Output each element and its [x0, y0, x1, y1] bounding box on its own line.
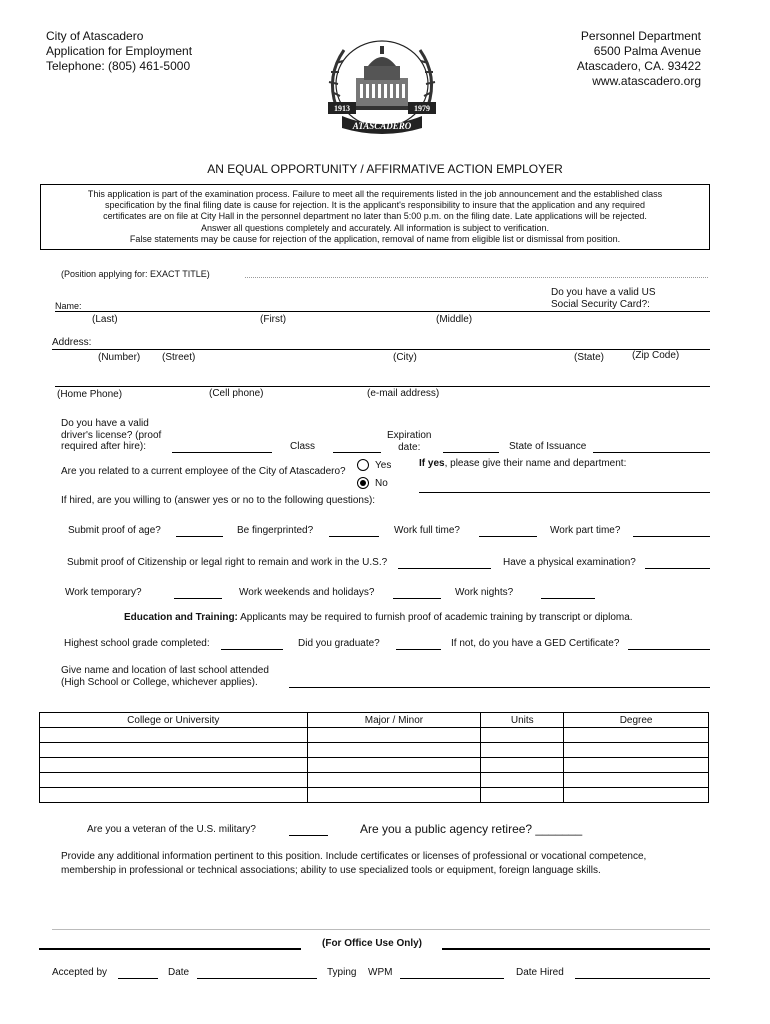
education-table-header: [40, 713, 709, 728]
table-cell[interactable]: [40, 758, 308, 773]
office-date-line[interactable]: [197, 978, 317, 979]
expiration-label-line: date:: [398, 441, 421, 453]
table-cell[interactable]: [564, 743, 709, 758]
license-state-label: State of Issuance: [509, 441, 587, 452]
header-telephone: Telephone: (805) 461-5000: [46, 59, 191, 73]
notice-line: specification by the final filing date is cause for rejection. It is the applicant's responsibility to insure that the application and any required: [104, 200, 646, 211]
last-school-label-line: (High School or College, whichever applies).: [61, 677, 258, 688]
ged-line[interactable]: [628, 649, 710, 650]
address-street-label: (Street): [162, 352, 196, 363]
address-city-label: (City): [393, 352, 417, 363]
address-input-line[interactable]: [52, 349, 710, 350]
full-time-label: Work full time?: [394, 525, 460, 536]
table-cell[interactable]: [481, 758, 564, 773]
license-expiration-line[interactable]: [443, 452, 499, 453]
table-row: [40, 728, 709, 743]
willing-intro: If hired, are you willing to (answer yes or no to the following questions):: [61, 495, 376, 506]
notice-line: This application is part of the examination process. Failure to meet all the requirements listed in the job announcement and the established class: [87, 189, 663, 199]
notice-line: False statements may be cause for rejection of the application, removal of name from eligible list or dismissal from position.: [129, 233, 621, 244]
license-expiration-label: [387, 430, 431, 453]
related-if-yes-text: [419, 458, 626, 469]
table-row: [40, 758, 709, 773]
graduate-line[interactable]: [396, 649, 441, 650]
weekends-label: Work weekends and holidays?: [239, 587, 375, 598]
related-if-yes-rest: , please give their name and department:: [444, 458, 627, 469]
address-label: Address:: [52, 337, 92, 348]
fingerprinted-line[interactable]: [329, 536, 379, 537]
home-phone-label: (Home Phone): [57, 389, 123, 400]
highest-grade-line[interactable]: [221, 649, 283, 650]
name-middle-label: (Middle): [436, 314, 473, 325]
phone-input-line[interactable]: [55, 386, 710, 387]
col-degree: Degree: [564, 713, 709, 728]
license-question: [61, 418, 161, 453]
typing-label: Typing: [327, 967, 357, 978]
full-time-line[interactable]: [479, 536, 537, 537]
veteran-label: Are you a veteran of the U.S. military?: [87, 824, 256, 835]
header-website: www.atascadero.org: [592, 74, 701, 88]
accepted-by-line[interactable]: [118, 978, 158, 979]
related-yes-label: Yes: [375, 460, 392, 471]
related-no-radio[interactable]: [357, 477, 369, 489]
retiree-label: Are you a public agency retiree? _______: [360, 822, 583, 836]
last-school-line[interactable]: [289, 687, 710, 688]
physical-exam-line[interactable]: [645, 568, 710, 569]
ssn-question-line: Social Security Card?:: [551, 299, 650, 310]
seal-year-right: 1979: [414, 104, 430, 113]
table-cell[interactable]: [40, 773, 308, 788]
table-cell[interactable]: [564, 728, 709, 743]
additional-info-text: [61, 850, 646, 877]
additional-info-line: Provide any additional information pertinent to this position. Include certificates or licenses of professional or vocational competence,: [61, 851, 647, 862]
date-hired-label: Date Hired: [516, 967, 564, 978]
education-table: [39, 712, 709, 803]
last-school-label: [61, 665, 269, 689]
related-no-label: No: [375, 478, 388, 489]
table-cell[interactable]: [40, 743, 308, 758]
header-city: City of Atascadero: [46, 29, 144, 43]
proof-age-label: Submit proof of age?: [68, 525, 161, 536]
table-cell[interactable]: [307, 743, 481, 758]
citizenship-label: Submit proof of Citizenship or legal right to remain and work in the U.S.?: [67, 557, 388, 568]
license-question-line: required after hire):: [61, 441, 147, 452]
temporary-line[interactable]: [174, 598, 222, 599]
office-date-label: Date: [168, 967, 190, 978]
nights-line[interactable]: [541, 598, 595, 599]
table-cell[interactable]: [307, 788, 481, 803]
table-cell[interactable]: [307, 728, 481, 743]
temporary-label: Work temporary?: [65, 587, 142, 598]
education-heading: [124, 612, 633, 623]
physical-exam-label: Have a physical examination?: [503, 557, 636, 568]
nights-label: Work nights?: [455, 587, 514, 598]
table-cell[interactable]: [564, 758, 709, 773]
seal-year-left: 1913: [334, 104, 350, 113]
weekends-line[interactable]: [393, 598, 441, 599]
license-class-label: Class: [290, 441, 316, 452]
license-question-line: driver's license? (proof: [61, 429, 162, 441]
date-hired-line[interactable]: [575, 978, 710, 979]
accepted-by-label: Accepted by: [52, 967, 108, 978]
veteran-line[interactable]: [289, 835, 328, 836]
header-department: Personnel Department: [580, 29, 701, 43]
name-first-label: (First): [260, 314, 287, 325]
office-use-title: (For Office Use Only): [322, 938, 423, 949]
license-question-line: Do you have a valid: [61, 418, 149, 429]
header-right: [577, 29, 701, 89]
header-left: [46, 29, 192, 74]
name-label: Name:: [55, 301, 82, 311]
table-cell[interactable]: [481, 743, 564, 758]
license-class-line[interactable]: [333, 452, 381, 453]
proof-age-line[interactable]: [176, 536, 223, 537]
table-cell[interactable]: [481, 728, 564, 743]
expiration-label-line: Expiration: [387, 430, 432, 441]
related-if-yes-bold: If yes: [419, 458, 445, 469]
education-heading-rest: Applicants may be required to furnish proof of academic training by transcript or diploma.: [237, 612, 633, 623]
col-major: Major / Minor: [307, 713, 481, 728]
license-state-line[interactable]: [593, 452, 710, 453]
name-last-label: (Last): [92, 314, 118, 325]
position-input-line[interactable]: [245, 277, 708, 278]
email-label: (e-mail address): [367, 388, 440, 399]
office-divider-top: [52, 929, 710, 930]
header-city-state: Atascadero, CA. 93422: [576, 59, 701, 73]
table-cell[interactable]: [40, 728, 308, 743]
table-cell[interactable]: [564, 773, 709, 788]
last-school-label-line: Give name and location of last school attended: [61, 665, 269, 676]
table-row: [40, 788, 709, 803]
notice-line: Answer all questions completely and accurately. All information is subject to verification.: [201, 222, 549, 233]
col-college: College or University: [40, 713, 308, 728]
related-yes-radio[interactable]: [357, 459, 369, 471]
table-cell[interactable]: [307, 773, 481, 788]
additional-info-line: membership in professional or technical associations; ability to use specialized tools or equipment, foreign language skills.: [61, 864, 601, 876]
license-number-line[interactable]: [172, 452, 272, 453]
education-heading-bold: Education and Training:: [124, 612, 238, 623]
header-form-name: Application for Employment: [46, 44, 193, 58]
header-street: 6500 Palma Avenue: [593, 44, 701, 58]
table-row: [40, 743, 709, 758]
ssn-question-line: Do you have a valid US: [551, 287, 656, 298]
table-row: [40, 773, 709, 788]
citizenship-line[interactable]: [398, 568, 491, 569]
table-cell[interactable]: [564, 788, 709, 803]
ged-label: If not, do you have a GED Certificate?: [451, 638, 620, 649]
address-number-label: (Number): [98, 352, 141, 363]
page-title: AN EQUAL OPPORTUNITY / AFFIRMATIVE ACTION EMPLOYER: [207, 162, 563, 176]
seal-banner-text: ATASCADERO: [352, 121, 412, 131]
wpm-line[interactable]: [400, 978, 504, 979]
fingerprinted-label: Be fingerprinted?: [237, 525, 314, 536]
part-time-label: Work part time?: [550, 525, 621, 536]
table-cell[interactable]: [307, 758, 481, 773]
name-input-line[interactable]: [55, 311, 710, 312]
office-rule-right: [442, 948, 710, 950]
table-cell[interactable]: [40, 788, 308, 803]
graduate-label: Did you graduate?: [298, 638, 380, 649]
related-name-line[interactable]: [419, 492, 710, 493]
address-state-label: (State): [574, 352, 605, 363]
highest-grade-label: Highest school grade completed:: [64, 638, 210, 649]
wpm-label: WPM: [368, 967, 393, 978]
related-question: Are you related to a current employee of the City of Atascadero?: [61, 466, 346, 477]
table-cell[interactable]: [481, 788, 564, 803]
part-time-line[interactable]: [633, 536, 710, 537]
notice-line: certificates are on file at City Hall in the personnel department no later than 5:00 p.m. on the filing date. Late applications will be rejected.: [103, 211, 647, 222]
notice-box: [40, 184, 710, 250]
table-cell[interactable]: [481, 773, 564, 788]
cell-phone-label: (Cell phone): [209, 388, 264, 399]
position-label: (Position applying for: EXACT TITLE): [61, 269, 210, 279]
address-zip-label: (Zip Code): [632, 350, 680, 361]
city-seal-logo: [322, 36, 442, 138]
office-rule-left: [39, 948, 301, 950]
col-units: Units: [481, 713, 564, 728]
ssn-question: [551, 287, 656, 311]
